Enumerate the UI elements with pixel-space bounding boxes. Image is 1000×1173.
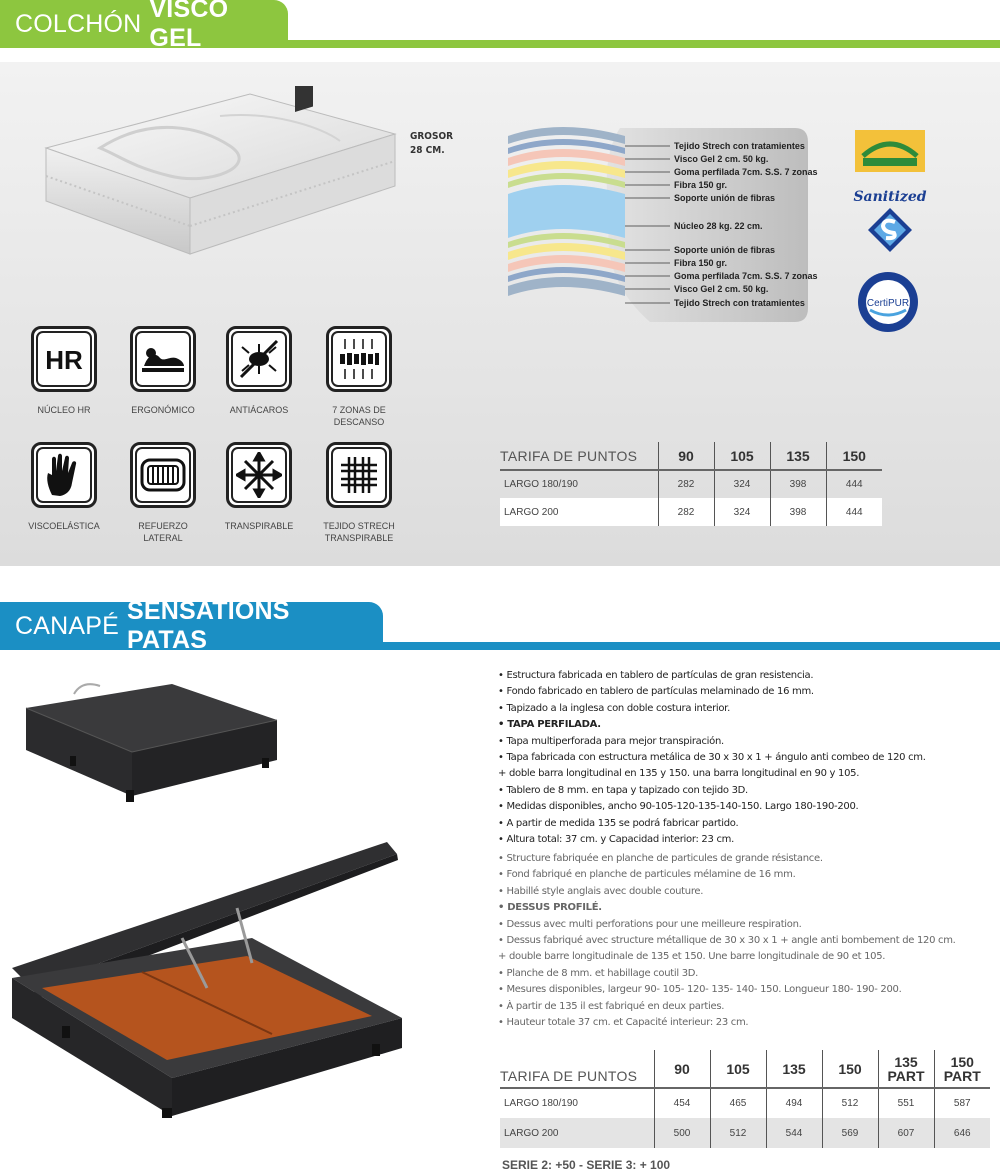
bullet-item: • Tablero de 8 mm. en tapa y tapizado con tejido 3D. [498, 783, 926, 799]
table-cell: 324 [714, 470, 770, 498]
hr-icon [36, 331, 92, 387]
serie-note: SERIE 2: +50 - SERIE 3: + 100 [502, 1158, 671, 1172]
description-es [498, 668, 926, 848]
feature-antimite [214, 326, 304, 416]
table-cell: 587 [934, 1088, 990, 1118]
table-cell: 398 [770, 498, 826, 526]
col-header: 150 PART [934, 1050, 990, 1088]
table-cell: 324 [714, 498, 770, 526]
table-cell: 512 [710, 1118, 766, 1148]
bullet-item: • Estructura fabricada en tablero de partículas de gran resistencia. [498, 668, 926, 684]
bullet-item: • Tapizado a la inglesa con doble costura interior. [498, 701, 926, 717]
col-header: 90 [654, 1050, 710, 1088]
table-cell: 569 [822, 1118, 878, 1148]
breathable-icon [231, 447, 287, 503]
table-row [500, 498, 882, 526]
table-cell: 398 [770, 470, 826, 498]
svg-text:Sanitized: Sanitized [853, 189, 927, 205]
layer-label: Tejido Strech con tratamientes [674, 141, 805, 151]
table-header: TARIFA DE PUNTOS [500, 442, 658, 470]
feature-seven-zones [314, 326, 404, 428]
feature-viscoelastic [19, 442, 109, 532]
feature-label: REFUERZO LATERAL [138, 521, 188, 543]
layer-label: Visco Gel 2 cm. 50 kg. [674, 154, 769, 164]
bullet-item: • Medidas disponibles, ancho 90-105-120-135-140-150. Largo 180-190-200. [498, 799, 926, 815]
svg-text:CertiPUR: CertiPUR [866, 298, 910, 309]
price-table-colchon [500, 442, 882, 526]
table-cell: 646 [934, 1118, 990, 1148]
feature-label: ANTIÁCAROS [229, 405, 289, 415]
stretch-fabric-icon [331, 447, 387, 503]
seven-zones-icon [331, 331, 387, 387]
table-cell: 282 [658, 470, 714, 498]
sanitized-logo [850, 184, 930, 256]
layer-label: Visco Gel 2 cm. 50 kg. [674, 284, 769, 294]
row-label: LARGO 180/190 [504, 479, 578, 490]
feature-label: NÚCLEO HR [37, 405, 91, 415]
layer-label: Fibra 150 gr. [674, 258, 728, 268]
grosor-value: 28 CM. [410, 145, 445, 156]
bullet-item: • A partir de medida 135 se podrá fabricar partido. [498, 816, 926, 832]
feature-label: VISCOELÁSTICA [28, 521, 100, 531]
title-bold: SENSATIONS PATAS [127, 597, 290, 654]
table-cell: 444 [826, 498, 882, 526]
bullet-item: • Dessus fabriqué avec structure métallique de 30 x 30 x 1 + angle anti bombement de 120 cm. [498, 933, 956, 949]
feature-label: TRANSPIRABLE [224, 521, 294, 531]
row-label: LARGO 200 [500, 1118, 654, 1148]
table-row [500, 1088, 990, 1118]
bullet-item: + double barre longitudinale de 135 et 150. Une barre longitudinale de 90 et 105. [498, 949, 956, 965]
price-table-canape [500, 1050, 990, 1148]
section-header-canape [0, 597, 1000, 654]
bullet-item: • Altura total: 37 cm. y Capacidad interior: 23 cm. [498, 832, 926, 848]
bullet-item: • Fondo fabricado en tablero de partículas melaminado de 16 mm. [498, 684, 926, 700]
layer-label: Núcleo 28 kg. 22 cm. [674, 221, 763, 231]
col-header: 105 [714, 442, 770, 470]
canape-closed-image [22, 680, 282, 805]
col-header: 105 [710, 1050, 766, 1088]
bullet-item: • Planche de 8 mm. et habillage coutil 3D. [498, 966, 956, 982]
col-header: 90 [658, 442, 714, 470]
quality-seal-icon [855, 130, 925, 172]
table-cell: 551 [878, 1088, 934, 1118]
bullet-item: • Tapa fabricada con estructura metálica de 30 x 30 x 1 + ángulo anti combeo de 120 cm. [498, 750, 926, 766]
bullet-item: • DESSUS PROFILÉ. [498, 900, 956, 916]
table-cell: 512 [822, 1088, 878, 1118]
bullet-item: • À partir de 135 il est fabriqué en deux parties. [498, 999, 956, 1015]
bullet-item: + doble barra longitudinal en 135 y 150. una barra longitudinal en 90 y 105. [498, 766, 926, 782]
hand-icon [36, 447, 92, 503]
feature-ergonomic [118, 326, 208, 416]
table-header: TARIFA DE PUNTOS [500, 1050, 654, 1088]
table-cell: 444 [826, 470, 882, 498]
title-light: CANAPÉ [15, 611, 120, 640]
feature-label: ERGONÓMICO [131, 405, 195, 415]
table-cell: 544 [766, 1118, 822, 1148]
section-title-tab [0, 0, 288, 52]
description-fr [498, 851, 956, 1031]
table-cell: 494 [766, 1088, 822, 1118]
table-row [500, 1118, 990, 1148]
feature-breathable [214, 442, 304, 532]
bullet-item: • TAPA PERFILADA. [498, 717, 926, 733]
row-label: LARGO 180/190 [504, 1098, 578, 1109]
bullet-item: • Hauteur totale 37 cm. et Capacité interieur: 23 cm. [498, 1015, 956, 1031]
feature-hr [19, 326, 109, 416]
bullet-item: • Tapa multiperforada para mejor transpiración. [498, 734, 926, 750]
anti-mite-icon [231, 331, 287, 387]
svg-text:HR: HR [45, 345, 83, 374]
feature-side-reinforcement [118, 442, 208, 544]
feature-stretch-fabric [314, 442, 404, 544]
title-light: COLCHÓN [15, 9, 142, 38]
bullet-item: • Fond fabriqué en planche de particules mélamine de 16 mm. [498, 867, 956, 883]
bullet-item: • Dessus avec multi perforations pour une meilleure respiration. [498, 917, 956, 933]
section-title-tab [0, 597, 383, 654]
layer-label: Goma perfilada 7cm. S.S. 7 zonas [674, 271, 818, 281]
col-header: 135 [770, 442, 826, 470]
col-header: 150 [822, 1050, 878, 1088]
col-header: 135 [766, 1050, 822, 1088]
feature-label: 7 ZONAS DE DESCANSO [332, 405, 386, 427]
grosor-title: GROSOR [410, 131, 454, 142]
ergonomic-icon [135, 331, 191, 387]
layer-label: Tejido Strech con tratamientes [674, 298, 805, 308]
layer-label: Soporte unión de fibras [674, 245, 776, 255]
table-cell: 500 [654, 1118, 710, 1148]
side-reinforcement-icon [135, 447, 191, 503]
title-bold: VISCO GEL [149, 0, 229, 52]
certipur-logo [856, 270, 920, 334]
bullet-item: • Habillé style anglais avec double couture. [498, 884, 956, 900]
thickness-label [410, 130, 470, 158]
table-cell: 282 [658, 498, 714, 526]
table-cell: 465 [710, 1088, 766, 1118]
table-cell: 454 [654, 1088, 710, 1118]
bullet-item: • Mesures disponibles, largeur 90- 105- 120- 135- 140- 150. Longueur 180- 190- 200. [498, 982, 956, 998]
col-header: 135 PART [878, 1050, 934, 1088]
layer-label: Fibra 150 gr. [674, 180, 728, 190]
table-row [500, 470, 882, 498]
col-header: 150 [826, 442, 882, 470]
table-cell: 607 [878, 1118, 934, 1148]
row-label: LARGO 200 [500, 498, 658, 526]
canape-open-image [2, 838, 407, 1120]
layer-label: Goma perfilada 7cm. S.S. 7 zonas [674, 167, 818, 177]
bullet-item: • Structure fabriquée en planche de particules de grande résistance. [498, 851, 956, 867]
section-header-colchon [0, 0, 1000, 50]
layer-label: Soporte unión de fibras [674, 193, 776, 203]
feature-label: TEJIDO STRECH TRANSPIRABLE [323, 521, 395, 543]
mattress-image [40, 86, 400, 266]
